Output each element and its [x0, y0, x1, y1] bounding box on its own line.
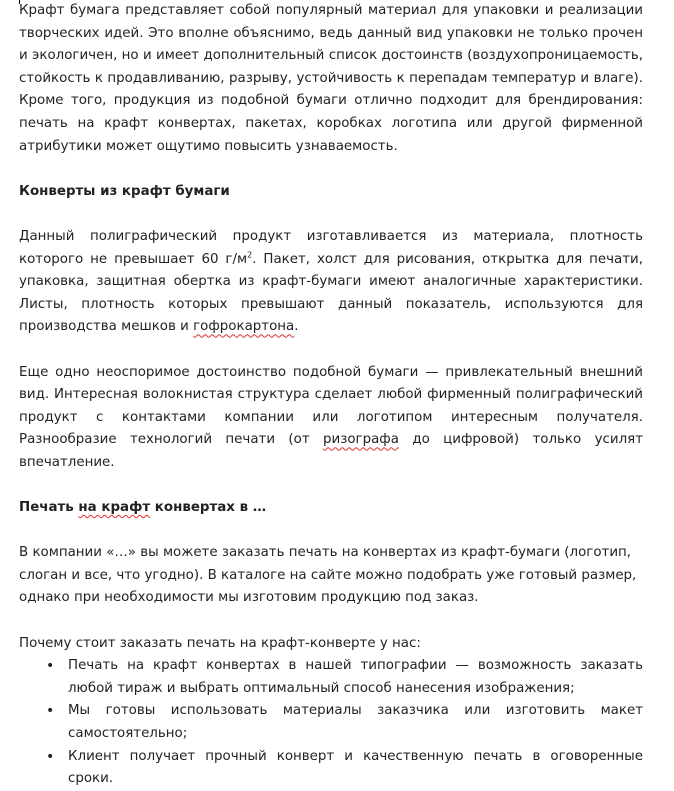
- list-item-text: Клиент получает прочный конверт и качественную печать в оговоренные сроки.: [68, 748, 643, 787]
- blank-line: [19, 203, 643, 226]
- envelopes-paragraph-2: [19, 362, 643, 475]
- list-item-text: Мы готовы использовать материалы заказчика или изготовить макет самостоятельно;: [68, 703, 643, 741]
- list-item-text: Печать на крафт конвертах в нашей типографии — возможность заказать любой тираж и выбрать оптимальный способ нанесения изображения;: [68, 658, 643, 696]
- envelopes-paragraph-1: [19, 226, 643, 339]
- printing-paragraph: В компании «…» вы можете заказать печать на конвертах из крафт-бумаги (логотип, слоган и все, что угодно). В каталоге на сайте можно подобрать уже готовый размер, однако при необходимости мы изготовим продукцию под заказ.: [19, 545, 637, 606]
- list-item: [19, 700, 643, 745]
- document-body[interactable]: [19, 0, 643, 791]
- bullet-icon: •: [46, 703, 55, 720]
- text-run: до цифровой) только усилят впечатление.: [19, 432, 643, 470]
- list-intro: Почему стоит заказать печать на крафт-конверте у нас:: [19, 635, 421, 651]
- blank-line: [19, 474, 643, 497]
- text-run: Данный полиграфический продукт изготавливается из материала, плотность которого не превышает 60 г/м: [19, 228, 643, 267]
- text-run: конвертах в …: [150, 500, 267, 516]
- text-run: Печать: [19, 500, 79, 516]
- list-item: [19, 655, 643, 700]
- spellcheck-word[interactable]: гофрокартона: [193, 319, 295, 335]
- superscript: 2: [247, 250, 253, 260]
- bullet-icon: •: [46, 658, 55, 675]
- spellcheck-word[interactable]: ризографа: [323, 432, 399, 448]
- section-heading-envelopes: Конверты из крафт бумаги: [19, 183, 230, 199]
- bullet-icon: •: [46, 748, 55, 765]
- blank-line: [19, 158, 643, 181]
- blank-line: [19, 520, 643, 543]
- list-item: [19, 746, 643, 791]
- text-run: .: [294, 319, 299, 335]
- bullet-list: [19, 655, 643, 791]
- blank-line: [19, 610, 643, 633]
- blank-line: [19, 339, 643, 362]
- text-run: Еще одно неоспоримое достоинство подобной бумаги — привлекательный внешний вид. Интересная волокнистая структура сделает любой фирменный полиграфический продукт с контактами компании или логотипом интересным получателя. Разнообразие технологий печати (от: [19, 364, 643, 448]
- spellcheck-word[interactable]: на крафт: [78, 500, 151, 516]
- section-heading-printing: [19, 497, 643, 520]
- text-run: . Пакет, холст для рисования, открытка для печати, упаковка, защитная обертка из крафт-бумаги имеют аналогичные характеристики. Листы, плотность которых превышают данный показатель, используются для производства мешков и: [19, 251, 643, 335]
- intro-paragraph: Крафт бумага представляет собой популярный материал для упаковки и реализации творческих идей. Это вполне объяснимо, ведь данный вид упаковки не только прочен и экологичен, но и имеет дополнительный список достоинств (воздухопроницаемость, стойкость к продавливанию, разрыву, устойчивость к перепадам температур и влаге). Кроме того, продукция из подобной бумаги отлично подходит для брендирования: печать на крафт конвертах, пакетах, коробках логотипа или другой фирменной атрибутики может ощутимо повысить узнаваемость.: [19, 3, 643, 154]
